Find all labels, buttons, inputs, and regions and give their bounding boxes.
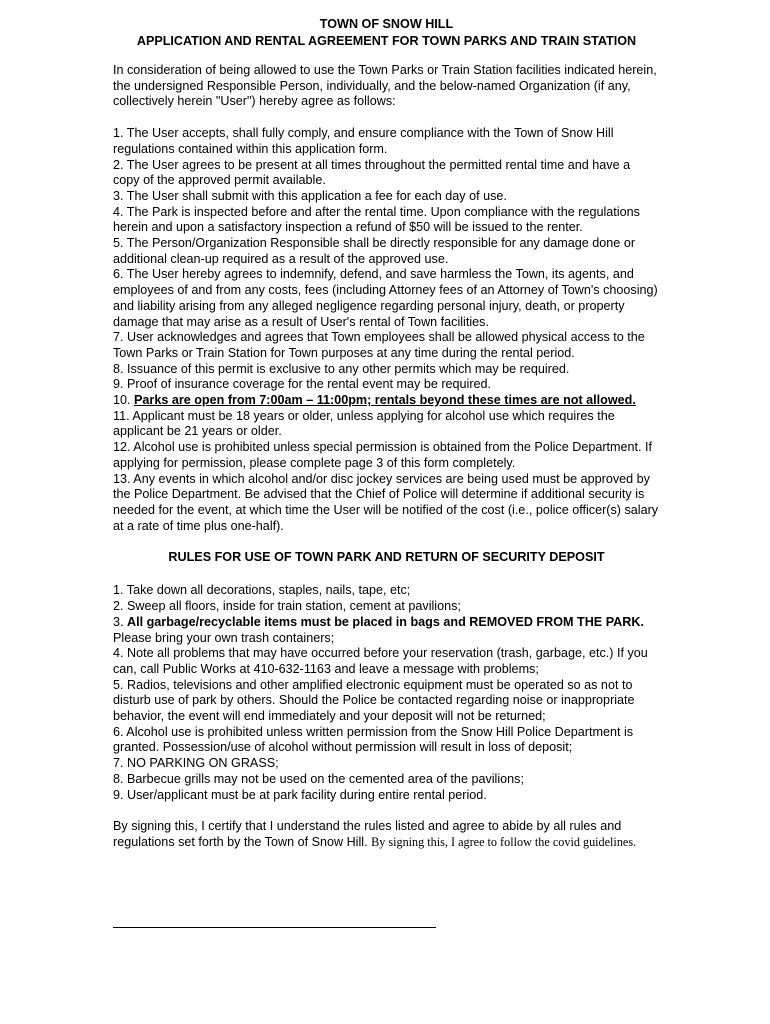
term-item-hours bbox=[113, 393, 660, 409]
rules-list bbox=[113, 583, 660, 803]
rule-item: 6. Alcohol use is prohibited unless written permission from the Snow Hill Police Department is granted. Possession/use of alcohol without permission will result in loss of deposit; bbox=[113, 724, 634, 755]
intro-paragraph: In consideration of being allowed to use the Town Parks or Train Station facilities indicated herein, the undersigned Responsible Person, individually, and the below-named Organization (if any, collectively herein "User") hereby agree as follows: bbox=[113, 63, 657, 109]
term-item: 12. Alcohol use is prohibited unless special permission is obtained from the Police Department. If applying for permission, please complete page 3 of this form completely. bbox=[113, 440, 653, 470]
term-item: 9. Proof of insurance coverage for the rental event may be required. bbox=[113, 377, 492, 392]
rule-item: 4. Note all problems that may have occurred before your reservation (trash, garbage, etc.) If you can, call Public Works at 410-632-1163 and leave a message with problems; bbox=[113, 646, 648, 676]
term-item: 11. Applicant must be 18 years or older, unless applying for alcohol use which requires the applicant be 21 years or older. bbox=[113, 408, 615, 439]
term-item: 6. The User hereby agrees to indemnify, defend, and save harmless the Town, its agents, and employees of and from any costs, fees (including Attorney fees of an Attorney of Town's choosing) and liability arising from any alleged negligence regarding personal injury, death, or property damage that may arise as a result of User's rental of Town facilities. bbox=[113, 267, 658, 329]
rule-item-garbage bbox=[113, 615, 660, 646]
park-hours-notice: Parks are open from 7:00am – 11:00pm; rentals beyond these times are not allowed. bbox=[134, 393, 636, 408]
term-number: 10. bbox=[113, 393, 135, 408]
signature-line[interactable] bbox=[113, 927, 436, 928]
garbage-rule-text: Please bring your own trash containers; bbox=[113, 614, 651, 645]
certification-text: By signing this, I certify that I understand the rules listed and agree to abide by all rules and regulations set forth by the Town of Snow Hill. bbox=[113, 819, 622, 849]
term-item: 13. Any events in which alcohol and/or disc jockey services are being used must be approved by the Police Department. Be advised that the Chief of Police will determine if additional security is needed for the event, at which time the User will be notified of the cost (i.e., police officer(s) salary at a rate of time plus one-half). bbox=[113, 471, 659, 533]
rule-number: 3. bbox=[113, 614, 128, 629]
rule-item: 7. NO PARKING ON GRASS; bbox=[113, 756, 279, 771]
rule-item: 1. Take down all decorations, staples, nails, tape, etc; bbox=[113, 583, 411, 598]
rule-item: 8. Barbecue grills may not be used on the cemented area of the pavilions; bbox=[113, 771, 524, 786]
rule-item: 9. User/applicant must be at park facility during entire rental period. bbox=[113, 787, 487, 802]
term-item: 3. The User shall submit with this application a fee for each day of use. bbox=[113, 188, 507, 203]
garbage-rule-emphasis: All garbage/recyclable items must be placed in bags and REMOVED FROM THE PARK. bbox=[127, 614, 644, 629]
rules-section-title: RULES FOR USE OF TOWN PARK AND RETURN OF SECURITY DEPOSIT bbox=[168, 550, 605, 565]
term-item: 8. Issuance of this permit is exclusive to any other permits which may be required. bbox=[113, 361, 570, 376]
term-item: 4. The Park is inspected before and after the rental time. Upon compliance with the regulations herein and upon a satisfactory inspection a refund of $50 will be issued to the renter. bbox=[113, 204, 640, 235]
rule-item: 5. Radios, televisions and other amplified electronic equipment must be operated so as not to disturb use of park by others. Should the Police be contacted regarding noise or inappropriate behavior, the event will end immediately and your deposit will not be returned; bbox=[113, 677, 635, 724]
terms-list bbox=[113, 126, 660, 534]
term-item: 2. The User agrees to be present at all times throughout the permitted rental time and have a copy of the approved permit available. bbox=[113, 157, 631, 188]
document-town-title: TOWN OF SNOW HILL bbox=[319, 17, 454, 31]
term-item: 5. The Person/Organization Responsible shall be directly responsible for any damage done or additional clean-up required as a result of the approved use. bbox=[113, 236, 636, 266]
rule-item: 2. Sweep all floors, inside for train station, cement at pavilions; bbox=[113, 599, 461, 614]
document-main-title: APPLICATION AND RENTAL AGREEMENT FOR TOWN PARKS AND TRAIN STATION bbox=[136, 34, 637, 48]
certification-paragraph bbox=[113, 819, 660, 850]
term-item: 7. User acknowledges and agrees that Town employees shall be allowed physical access to the Town Parks or Train Station for Town purposes at any time during the rental period. bbox=[113, 330, 645, 360]
term-item: 1. The User accepts, shall fully comply, and ensure compliance with the Town of Snow Hill regulations contained within this application form. bbox=[113, 126, 614, 156]
covid-agreement-text: By signing this, I agree to follow the covid guidelines. bbox=[371, 834, 637, 849]
